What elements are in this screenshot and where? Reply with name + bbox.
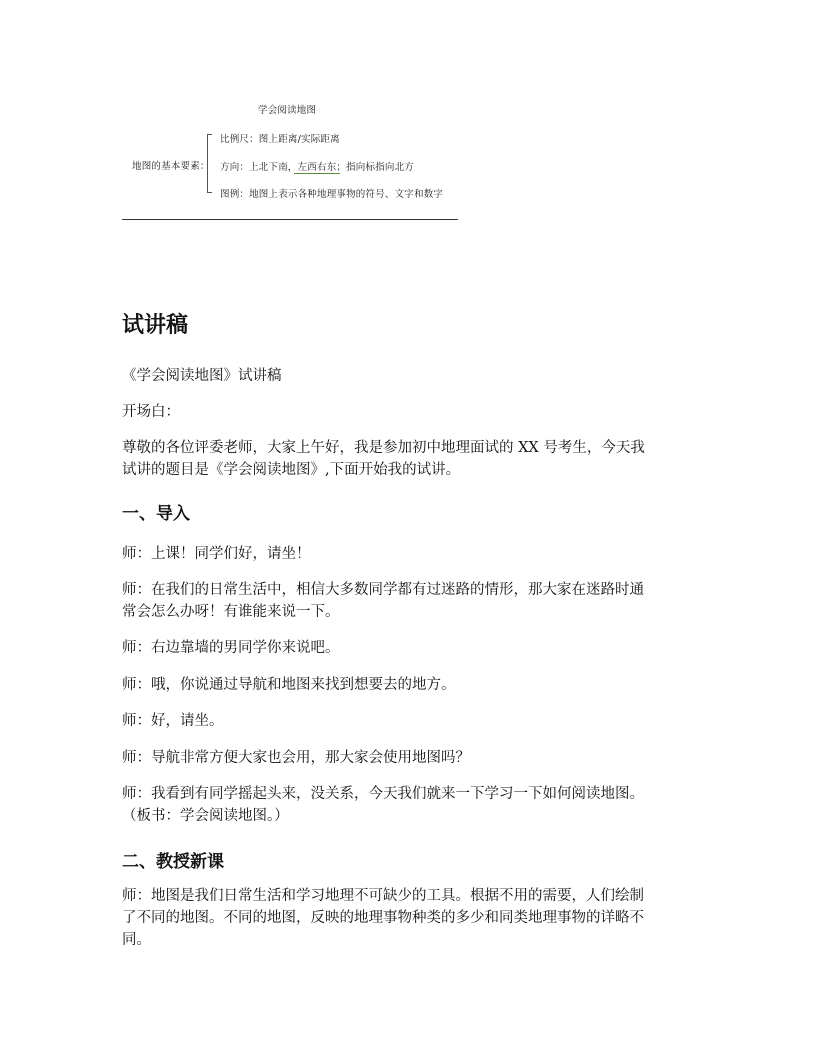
paragraph-line: 同。: [122, 932, 151, 948]
paragraph-line: 常会怎么办呀！有谁能来说一下。: [122, 604, 340, 620]
paragraph: 师：哦，你说通过导航和地图来找到想要去的地方。: [122, 677, 456, 693]
opening-line-2: 试讲的题目是《学会阅读地图》,下面开始我的试讲。: [122, 462, 461, 478]
paragraph-line: （板书：学会阅读地图。）: [122, 808, 289, 824]
diagram-item-legend: 图例：地图上表示各种地理事物的符号、文字和数字: [220, 189, 444, 200]
paragraph: 师：右边靠墙的男同学你来说吧。: [122, 640, 340, 656]
paragraph: 师：好，请坐。: [122, 713, 224, 729]
paragraph-line: 师：在我们的日常生活中，相信大多数同学都有过迷路的情形，那大家在迷路时通: [122, 582, 644, 598]
diagram-bracket-tick: [207, 134, 212, 135]
diagram-item-direction: 方向：上北下南，左西右东；指向标指向北方: [220, 162, 415, 173]
diagram-item-scale: 比例尺：图上距离/实际距离: [220, 134, 340, 145]
diagram-underline: [294, 173, 340, 174]
section-heading-intro: 一、导入: [122, 504, 190, 524]
diagram-group-label: 地图的基本要素：: [132, 161, 210, 172]
subtitle: 《学会阅读地图》试讲稿: [122, 368, 282, 384]
board-diagram: [122, 96, 458, 220]
paragraph: 师：导航非常方便大家也会用，那大家会使用地图吗？: [122, 750, 470, 766]
paragraph-line: 师：我看到有同学摇起头来，没关系，今天我们就来一下学习一下如何阅读地图。: [122, 786, 644, 802]
paragraph: 师：上课！同学们好，请坐！: [122, 546, 311, 562]
diagram-bottom-rule: [122, 219, 458, 220]
opening-label: 开场白：: [122, 404, 180, 420]
paragraph-line: 了不同的地图。不同的地图，反映的地理事物种类的多少和同类地理事物的详略不: [122, 910, 644, 926]
diagram-bracket-tick: [207, 192, 212, 193]
paragraph-line: 师：地图是我们日常生活和学习地理不可缺少的工具。根据不用的需要，人们绘制: [122, 888, 644, 904]
document-title: 试讲稿: [122, 313, 189, 338]
section-heading-new-lesson: 二、教授新课: [122, 852, 224, 872]
opening-line-1: 尊敬的各位评委老师，大家上午好，我是参加初中地理面试的 XX 号考生，今天我: [122, 440, 645, 456]
diagram-title: 学会阅读地图: [258, 105, 317, 116]
